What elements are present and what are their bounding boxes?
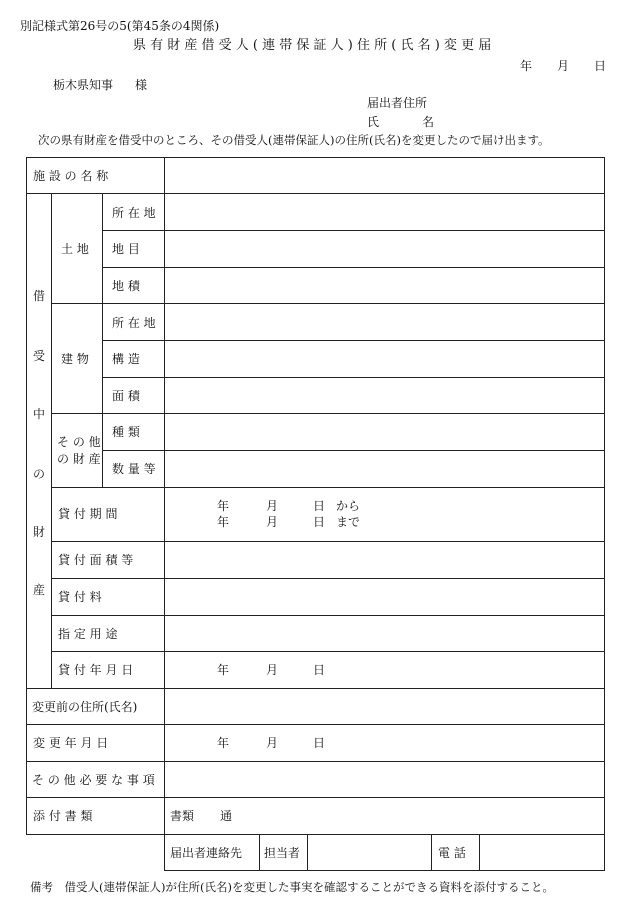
form-number: 別記様式第26号の5(第45条の4関係)	[20, 19, 220, 33]
label-person-in-charge: 担当者	[264, 846, 301, 860]
label-loan-period: 貸 付 期 間	[58, 507, 118, 521]
label-loan-date: 貸 付 年 月 日	[58, 663, 134, 677]
loan-date-year: 年	[217, 663, 230, 677]
label-building-structure: 構 造	[112, 352, 140, 366]
period-1-day: 日	[313, 499, 326, 513]
period-2-year: 年	[217, 515, 230, 529]
facility-name-field[interactable]	[165, 158, 604, 193]
other-type-field[interactable]	[165, 414, 604, 450]
other-matters-field[interactable]	[165, 762, 604, 797]
addressee-suffix: 様	[135, 78, 148, 92]
label-borrowed-3: の	[33, 467, 46, 481]
other-quantity-field[interactable]	[165, 451, 604, 487]
period-1-year: 年	[217, 499, 230, 513]
label-building-area: 面 積	[112, 389, 140, 403]
period-1-suffix: から	[336, 499, 361, 513]
period-1-month: 月	[266, 499, 279, 513]
label-other-property-2: の 財 産	[57, 452, 101, 466]
applicant-address-label: 届出者住所	[367, 96, 428, 110]
label-prev-address: 変更前の住所(氏名)	[32, 700, 138, 714]
label-building: 建 物	[61, 352, 89, 366]
applicant-name-label-2: 名	[422, 115, 435, 129]
form-title: 県 有 財 産 借 受 人 ( 連 帯 保 証 人 ) 住 所 ( 氏 名 ) 変 更 届	[133, 38, 492, 53]
label-other-property-1: そ の 他	[57, 435, 101, 449]
label-borrowed-4: 財	[33, 525, 46, 539]
change-date-day: 日	[313, 736, 326, 750]
label-attachments: 添 付 書 類	[33, 809, 93, 823]
footer-note: 備考 借受人(連帯保証人)が住所(氏名)を変更した事実を確認することができる資料を添付すること。	[30, 880, 554, 894]
label-loan-area: 貸 付 面 積 等	[58, 553, 134, 567]
land-category-field[interactable]	[165, 231, 604, 267]
label-borrowed-1: 受	[33, 349, 46, 363]
applicant-name-label-1: 氏	[367, 115, 380, 129]
label-borrowed-0: 借	[33, 289, 46, 303]
label-land: 土 地	[61, 242, 89, 256]
label-other-quantity: 数 量 等	[112, 462, 156, 476]
label-facility-name: 施 設 の 名 称	[33, 169, 109, 183]
change-date-year: 年	[217, 736, 230, 750]
land-location-field[interactable]	[165, 194, 604, 230]
loan-date-day: 日	[313, 663, 326, 677]
building-location-field[interactable]	[165, 304, 604, 340]
label-building-location: 所 在 地	[112, 316, 156, 330]
prev-address-field[interactable]	[165, 689, 604, 724]
intro-text: 次の県有財産を借受中のところ、その借受人(連帯保証人)の住所(氏名)を変更したので届け出ます。	[38, 133, 550, 147]
period-2-month: 月	[266, 515, 279, 529]
person-in-charge-field[interactable]	[308, 835, 431, 870]
phone-field[interactable]	[480, 835, 604, 870]
loan-area-field[interactable]	[165, 542, 604, 578]
land-area-field[interactable]	[165, 268, 604, 303]
label-designated-use: 指 定 用 途	[58, 627, 118, 641]
loan-date-month: 月	[266, 663, 279, 677]
period-2-day: 日	[313, 515, 326, 529]
attachments-count-unit: 通	[220, 809, 233, 823]
loan-fee-field[interactable]	[165, 579, 604, 615]
designated-use-field[interactable]	[165, 616, 604, 651]
building-structure-field[interactable]	[165, 341, 604, 377]
label-land-category: 地 目	[112, 242, 140, 256]
label-phone: 電 話	[438, 846, 466, 860]
addressee: 栃木県知事	[53, 78, 114, 92]
label-other-type: 種 類	[112, 425, 140, 439]
date-month-label: 月	[557, 59, 570, 73]
date-day-label: 日	[594, 59, 607, 73]
label-contact: 届出者連絡先	[170, 846, 243, 860]
building-area-field[interactable]	[165, 378, 604, 413]
label-land-area: 地 積	[112, 279, 140, 293]
period-2-suffix: まで	[336, 515, 361, 529]
change-date-month: 月	[266, 736, 279, 750]
label-change-date: 変 更 年 月 日	[33, 736, 109, 750]
label-borrowed-5: 産	[33, 583, 46, 597]
label-loan-fee: 貸 付 料	[58, 590, 102, 604]
label-borrowed-2: 中	[33, 407, 46, 421]
label-land-location: 所 在 地	[112, 206, 156, 220]
attachments-docs: 書類	[170, 809, 195, 823]
label-other-matters: そ の 他 必 要 な 事 項	[32, 773, 155, 787]
date-year-label: 年	[520, 59, 533, 73]
